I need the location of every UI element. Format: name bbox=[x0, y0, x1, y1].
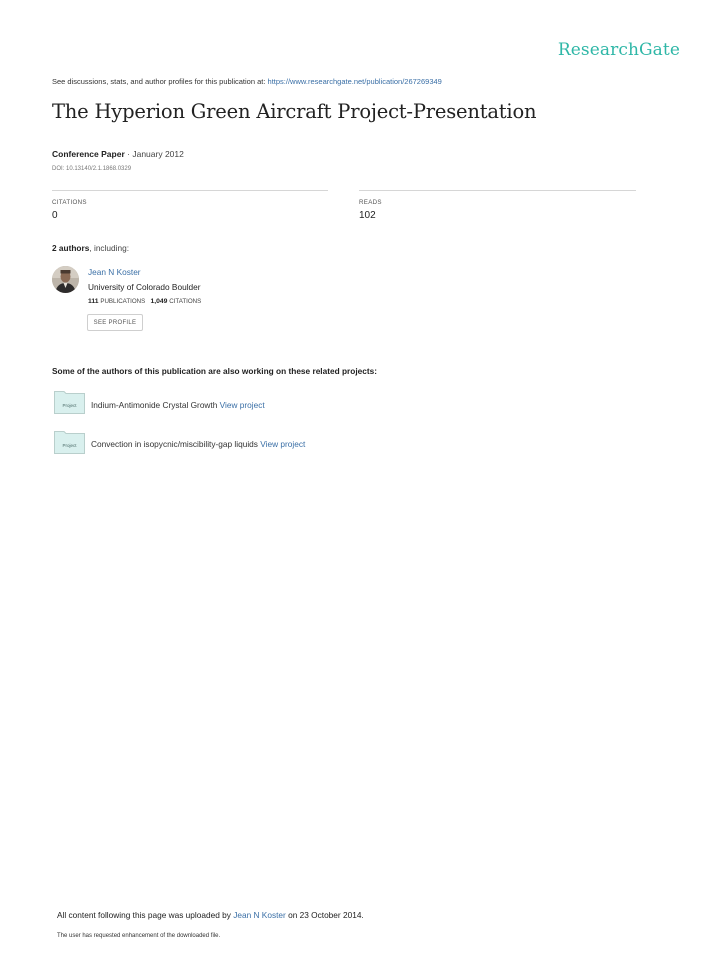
related-project-item bbox=[91, 400, 265, 410]
citations-value: 0 bbox=[52, 210, 58, 221]
project-name: Indium-Antimonide Crystal Growth bbox=[91, 400, 218, 410]
author-stats bbox=[88, 298, 201, 305]
publication-doi: DOI: 10.13140/2.1.1868.0329 bbox=[52, 166, 132, 172]
author-publications-label: PUBLICATIONS bbox=[100, 298, 146, 305]
reads-value: 102 bbox=[359, 210, 376, 221]
publication-title: The Hyperion Green Aircraft Project-Presentation bbox=[52, 100, 537, 123]
view-project-link[interactable]: View project bbox=[219, 400, 265, 410]
upload-notice bbox=[57, 910, 364, 920]
upload-suffix: on 23 October 2014. bbox=[288, 910, 364, 920]
author-citations-label: CITATIONS bbox=[169, 298, 202, 305]
author-photo-icon bbox=[52, 266, 79, 293]
project-name: Convection in isopycnic/miscibility-gap liquids bbox=[91, 439, 258, 449]
project-icon-label: Project bbox=[62, 403, 77, 408]
reads-label: READS bbox=[359, 199, 382, 206]
view-project-link[interactable]: View project bbox=[260, 439, 306, 449]
enhancement-notice: The user has requested enhancement of the downloaded file. bbox=[57, 933, 221, 939]
authors-count-suffix: , including: bbox=[89, 243, 130, 253]
intro-text: See discussions, stats, and author profiles for this publication at: bbox=[52, 77, 266, 86]
publication-type: Conference Paper bbox=[52, 149, 125, 159]
related-project-item bbox=[91, 439, 305, 449]
see-profile-button[interactable]: SEE PROFILE bbox=[87, 314, 143, 331]
related-projects-heading: Some of the authors of this publication are also working on these related projects: bbox=[52, 366, 378, 376]
project-folder-icon bbox=[54, 430, 85, 454]
author-avatar[interactable] bbox=[52, 266, 79, 293]
upload-prefix: All content following this page was uploaded by bbox=[57, 910, 231, 920]
publication-date: January 2012 bbox=[132, 149, 184, 159]
author-citations-count: 1,049 bbox=[150, 298, 168, 305]
authors-count-number: 2 authors bbox=[52, 243, 90, 253]
authors-count bbox=[52, 243, 129, 253]
citations-label: CITATIONS bbox=[52, 199, 87, 206]
researchgate-logo[interactable]: ResearchGate bbox=[557, 40, 680, 60]
meta-separator: · bbox=[127, 149, 130, 159]
intro-line bbox=[52, 77, 442, 86]
reads-divider bbox=[359, 190, 636, 191]
publication-meta bbox=[52, 149, 184, 159]
publication-url-link[interactable]: https://www.researchgate.net/publication/267269349 bbox=[267, 77, 442, 86]
project-folder-icon bbox=[54, 390, 85, 414]
author-publications-count: 111 bbox=[88, 298, 99, 305]
author-institution: University of Colorado Boulder bbox=[88, 282, 201, 292]
project-icon-label: Project bbox=[62, 443, 77, 448]
citations-divider bbox=[52, 190, 328, 191]
uploader-link[interactable]: Jean N Koster bbox=[233, 910, 286, 920]
author-name-link[interactable]: Jean N Koster bbox=[88, 267, 141, 277]
